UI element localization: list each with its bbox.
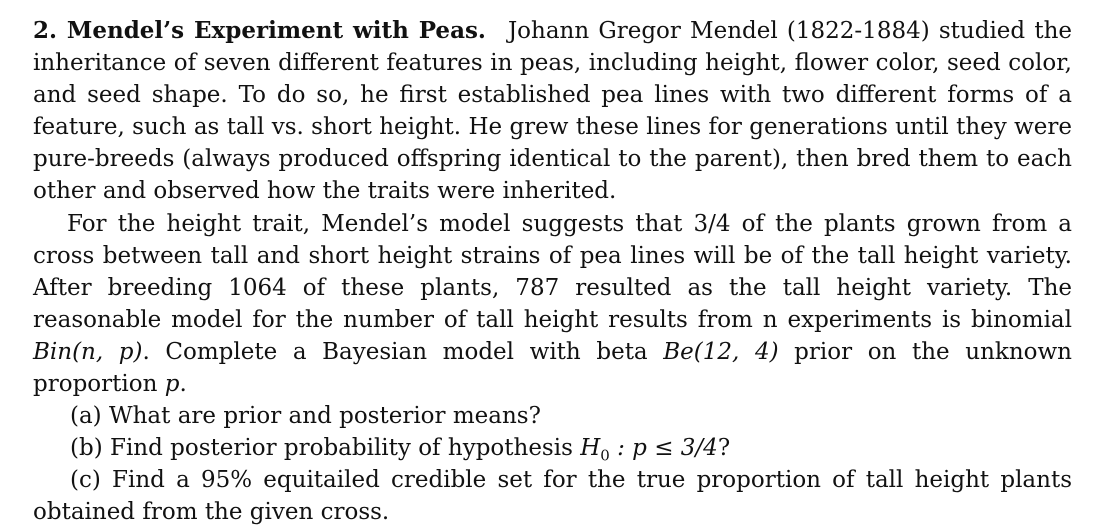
part-b-text: (b) Find posterior probability of hypothesis [70,435,581,462]
intro-text: Johann Gregor Mendel (1822-1884) studied the inheritance of seven different features in peas, including height, flower color, seed color, and seed shape. To do so, he first established pea lines with two different forms of a feature, such as tall vs. short height. He grew these lines for generations until they were pure-breeds (always produced offspring identical to the parent), then bred them to each other and observed how the traits were inherited. [33,18,1072,205]
part-b-end: ? [717,435,731,462]
para2-text-1: For the height trait, Mendel’s model suggests that 3/4 of the plants grown from a cross between tall and short height strains of pea lines will be of the tall height variety. After breeding 1064 of these plants, 787 resulted as the tall height variety. The reasonable model for the number of tall height results from n experiments is binomial [33,210,1072,333]
para2-text-4: . [179,371,187,398]
part-b [33,432,1072,464]
para2-text-2: . Complete a Bayesian model with beta [142,338,664,365]
proportion-symbol: p [164,371,180,398]
part-c: (c) Find a 95% equitailed credible set for the true proportion of tall height plants obtained from the given cross. [33,467,1072,526]
height-trait-paragraph [33,208,1072,401]
beta-notation: Be(12, 4) [663,338,779,365]
hypothesis-condition: : p ≤ 3/4 [609,435,718,462]
problem-title: 2. Mendel’s Experiment with Peas. [33,17,486,44]
part-a: (a) What are prior and posterior means? [70,403,541,430]
hypothesis-symbol: H [580,435,601,462]
problem-document [33,15,1072,529]
para2-text-3: prior on the unknown proportion [33,338,1072,398]
intro-paragraph [33,15,1072,208]
binomial-notation: Bin(n, p) [33,338,143,365]
hypothesis-subscript: 0 [600,446,610,465]
